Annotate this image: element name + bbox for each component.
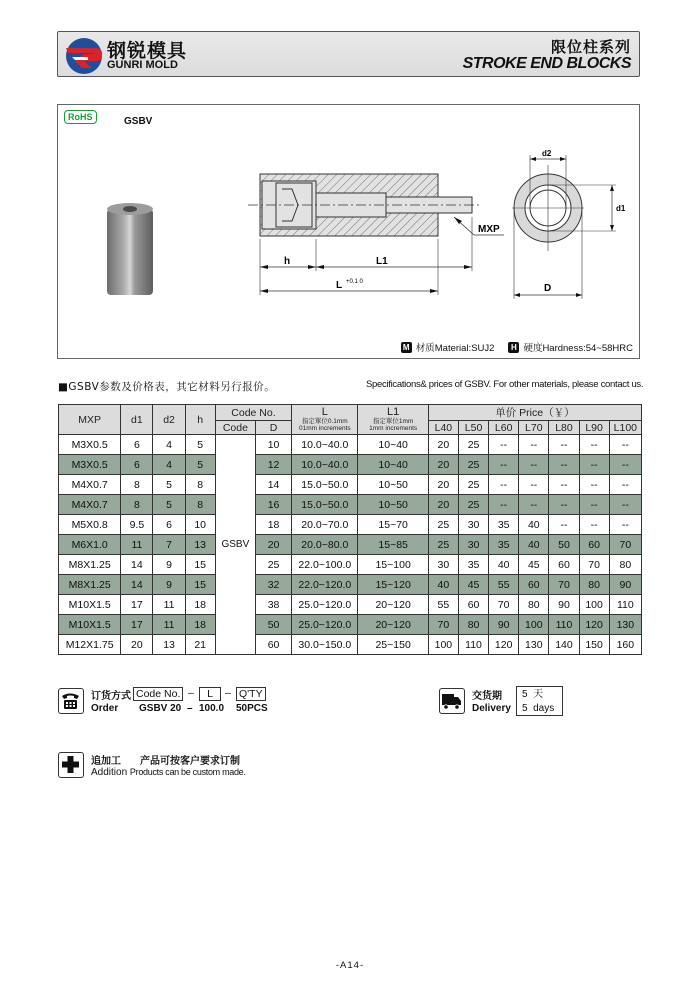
col-header-L40: L40 bbox=[428, 421, 458, 435]
col-header-L bbox=[292, 405, 358, 435]
col-header-code: Code bbox=[215, 421, 255, 435]
cell-d1: 17 bbox=[121, 595, 153, 615]
cell-price-L50: 110 bbox=[458, 635, 488, 655]
cell-price-L100: 110 bbox=[609, 595, 641, 615]
delivery-line-cn: 5 天 bbox=[522, 689, 544, 700]
gunri-logo-icon bbox=[62, 35, 108, 75]
L1-note-cn: 指定單位1mm bbox=[372, 418, 414, 425]
cell-L: 30.0~150.0 bbox=[292, 635, 358, 655]
cell-price-L100: 160 bbox=[609, 635, 641, 655]
delivery-label-cn: 交货期 bbox=[472, 691, 502, 702]
cell-price-L60: -- bbox=[489, 435, 519, 455]
cell-price-L100: -- bbox=[609, 475, 641, 495]
cell-price-L100: 90 bbox=[609, 575, 641, 595]
col-header-h: h bbox=[185, 405, 215, 435]
page-header bbox=[57, 31, 640, 77]
series-title-en: STROKE END BLOCKS bbox=[462, 55, 631, 72]
table-row bbox=[59, 515, 642, 535]
cell-price-L60: 35 bbox=[489, 535, 519, 555]
cell-d2: 4 bbox=[153, 455, 185, 475]
cell-d1: 9.5 bbox=[121, 515, 153, 535]
cell-mxp: M10X1.5 bbox=[59, 595, 121, 615]
addition-title-cn: 追加工 bbox=[91, 756, 121, 767]
cell-mxp: M3X0.5 bbox=[59, 435, 121, 455]
dim-l-tolerance: +0.1 0 bbox=[346, 279, 363, 285]
cell-mxp: M10X1.5 bbox=[59, 615, 121, 635]
cell-price-L40: 100 bbox=[428, 635, 458, 655]
cell-L: 20.0~70.0 bbox=[292, 515, 358, 535]
section-drawing bbox=[248, 161, 508, 301]
cell-price-L50: 35 bbox=[458, 555, 488, 575]
cell-L1: 10~50 bbox=[358, 495, 428, 515]
cell-L: 22.0~100.0 bbox=[292, 555, 358, 575]
cell-D: 32 bbox=[255, 575, 291, 595]
rohs-badge: RoHS bbox=[64, 110, 97, 124]
cell-price-L50: 25 bbox=[458, 495, 488, 515]
cell-price-L90: -- bbox=[579, 515, 609, 535]
order-example-L: 100.0 bbox=[199, 703, 225, 714]
cell-price-L50: 30 bbox=[458, 515, 488, 535]
cell-h: 8 bbox=[185, 495, 215, 515]
cell-price-L70: -- bbox=[519, 495, 549, 515]
cell-price-L50: 25 bbox=[458, 435, 488, 455]
cell-h: 15 bbox=[185, 575, 215, 595]
page-number: -A14- bbox=[335, 960, 365, 971]
cell-price-L40: 25 bbox=[428, 535, 458, 555]
cell-d2: 4 bbox=[153, 435, 185, 455]
cell-L: 20.0~80.0 bbox=[292, 535, 358, 555]
L-note-en: 01mm increments bbox=[298, 425, 351, 432]
table-row bbox=[59, 595, 642, 615]
cell-d2: 11 bbox=[153, 595, 185, 615]
cell-h: 18 bbox=[185, 595, 215, 615]
cell-price-L60: 55 bbox=[489, 575, 519, 595]
cell-h: 10 bbox=[185, 515, 215, 535]
phone-icon bbox=[58, 688, 84, 714]
cell-d2: 6 bbox=[153, 515, 185, 535]
dim-h-label: h bbox=[284, 256, 291, 267]
cell-code: GSBV bbox=[215, 435, 255, 655]
table-row bbox=[59, 635, 642, 655]
cell-price-L80: -- bbox=[549, 435, 579, 455]
delivery-time-box bbox=[516, 686, 563, 716]
cell-price-L90: 70 bbox=[579, 555, 609, 575]
col-header-mxp: MXP bbox=[59, 405, 121, 435]
cell-L: 10.0~40.0 bbox=[292, 435, 358, 455]
cell-price-L80: 140 bbox=[549, 635, 579, 655]
col-header-D: D bbox=[255, 421, 291, 435]
dim-D-label: D bbox=[544, 283, 552, 294]
cell-price-L80: -- bbox=[549, 455, 579, 475]
dim-mxp-label: MXP bbox=[478, 224, 500, 235]
product-figure bbox=[57, 104, 640, 359]
order-box-code: Code No. bbox=[133, 687, 183, 701]
cell-D: 14 bbox=[255, 475, 291, 495]
cell-price-L70: 60 bbox=[519, 575, 549, 595]
cell-price-L70: 80 bbox=[519, 595, 549, 615]
cell-L1: 10~50 bbox=[358, 475, 428, 495]
col-header-L60: L60 bbox=[489, 421, 519, 435]
order-label-en: Order bbox=[91, 703, 119, 714]
addition-label-en bbox=[91, 767, 246, 778]
order-dash-2: – bbox=[225, 687, 231, 699]
cell-price-L60: 120 bbox=[489, 635, 519, 655]
cell-price-L40: 20 bbox=[428, 495, 458, 515]
cell-d1: 20 bbox=[121, 635, 153, 655]
cell-L: 25.0~120.0 bbox=[292, 595, 358, 615]
cell-L1: 15~70 bbox=[358, 515, 428, 535]
cell-price-L80: 50 bbox=[549, 535, 579, 555]
cell-price-L80: 60 bbox=[549, 555, 579, 575]
end-view-drawing bbox=[498, 145, 638, 305]
cell-d1: 6 bbox=[121, 435, 153, 455]
addition-title-en: Addition bbox=[91, 767, 128, 778]
cell-price-L100: -- bbox=[609, 495, 641, 515]
cell-price-L80: 90 bbox=[549, 595, 579, 615]
cell-D: 25 bbox=[255, 555, 291, 575]
cell-h: 8 bbox=[185, 475, 215, 495]
cell-price-L100: 130 bbox=[609, 615, 641, 635]
hardness-icon: H bbox=[508, 342, 519, 353]
cell-price-L100: -- bbox=[609, 515, 641, 535]
cell-price-L100: 80 bbox=[609, 555, 641, 575]
material-spec bbox=[401, 340, 633, 354]
cell-d2: 5 bbox=[153, 495, 185, 515]
cell-d1: 6 bbox=[121, 455, 153, 475]
cell-price-L50: 45 bbox=[458, 575, 488, 595]
cell-h: 5 bbox=[185, 455, 215, 475]
cell-L: 15.0~50.0 bbox=[292, 475, 358, 495]
cell-price-L90: -- bbox=[579, 475, 609, 495]
cell-D: 50 bbox=[255, 615, 291, 635]
cell-price-L40: 70 bbox=[428, 615, 458, 635]
cell-d2: 9 bbox=[153, 555, 185, 575]
cell-price-L90: 60 bbox=[579, 535, 609, 555]
cell-price-L80: -- bbox=[549, 475, 579, 495]
cell-price-L60: -- bbox=[489, 475, 519, 495]
cell-D: 12 bbox=[255, 455, 291, 475]
product-photo-icon bbox=[102, 201, 162, 301]
order-example-dash: – bbox=[187, 703, 193, 714]
cell-price-L90: -- bbox=[579, 435, 609, 455]
cell-price-L40: 20 bbox=[428, 435, 458, 455]
dim-d2-label: d2 bbox=[542, 149, 552, 158]
cell-L: 22.0~120.0 bbox=[292, 575, 358, 595]
col-header-L1 bbox=[358, 405, 428, 435]
cell-price-L90: 100 bbox=[579, 595, 609, 615]
col-header-L100: L100 bbox=[609, 421, 641, 435]
cell-price-L70: 40 bbox=[519, 535, 549, 555]
col-header-L90: L90 bbox=[579, 421, 609, 435]
cell-price-L70: 45 bbox=[519, 555, 549, 575]
spec-price-table bbox=[58, 404, 642, 655]
order-label-cn: 订货方式 bbox=[91, 691, 131, 702]
cell-price-L40: 55 bbox=[428, 595, 458, 615]
cell-d2: 13 bbox=[153, 635, 185, 655]
dim-l1-label: L1 bbox=[376, 256, 388, 267]
delivery-line-en: 5 days bbox=[522, 703, 555, 714]
cell-price-L50: 30 bbox=[458, 535, 488, 555]
cell-price-L60: 90 bbox=[489, 615, 519, 635]
table-row bbox=[59, 475, 642, 495]
cell-L: 25.0~120.0 bbox=[292, 615, 358, 635]
truck-icon bbox=[439, 688, 465, 714]
col-header-code-no: Code No. bbox=[215, 405, 291, 421]
addition-note-en: Products can be custom made. bbox=[129, 767, 246, 777]
table-caption-en: Specifications& prices of GSBV. For other materials, please contact us. bbox=[366, 379, 644, 390]
cell-price-L90: -- bbox=[579, 455, 609, 475]
cell-D: 38 bbox=[255, 595, 291, 615]
addition-note-cn: 产品可按客户要求订制 bbox=[139, 756, 240, 767]
cell-price-L40: 40 bbox=[428, 575, 458, 595]
L1-note-en: 1mm increments bbox=[369, 425, 418, 432]
cell-price-L60: -- bbox=[489, 495, 519, 515]
cell-d1: 14 bbox=[121, 555, 153, 575]
cell-D: 60 bbox=[255, 635, 291, 655]
cell-D: 16 bbox=[255, 495, 291, 515]
series-title-cn: 限位柱系列 bbox=[550, 38, 631, 56]
table-row bbox=[59, 615, 642, 635]
plus-icon bbox=[58, 752, 84, 778]
cell-price-L60: 70 bbox=[489, 595, 519, 615]
cell-price-L100: -- bbox=[609, 435, 641, 455]
cell-L1: 10~40 bbox=[358, 435, 428, 455]
cell-price-L60: 35 bbox=[489, 515, 519, 535]
cell-d2: 11 bbox=[153, 615, 185, 635]
brand-name-cn: 钢锐模具 bbox=[107, 40, 188, 62]
table-row bbox=[59, 435, 642, 455]
cell-mxp: M5X0.8 bbox=[59, 515, 121, 535]
cell-price-L40: 30 bbox=[428, 555, 458, 575]
cell-L1: 20~120 bbox=[358, 595, 428, 615]
cell-d2: 5 bbox=[153, 475, 185, 495]
cell-price-L80: 110 bbox=[549, 615, 579, 635]
cell-price-L70: -- bbox=[519, 475, 549, 495]
table-row bbox=[59, 535, 642, 555]
cell-price-L60: -- bbox=[489, 455, 519, 475]
cell-d1: 8 bbox=[121, 475, 153, 495]
cell-price-L70: -- bbox=[519, 455, 549, 475]
cell-price-L40: 20 bbox=[428, 455, 458, 475]
cell-price-L40: 25 bbox=[428, 515, 458, 535]
material-icon: M bbox=[401, 342, 412, 353]
cell-L1: 25~150 bbox=[358, 635, 428, 655]
cell-D: 20 bbox=[255, 535, 291, 555]
cell-price-L70: 130 bbox=[519, 635, 549, 655]
cell-mxp: M4X0.7 bbox=[59, 475, 121, 495]
addition-label-cn bbox=[91, 752, 240, 767]
cell-price-L100: 70 bbox=[609, 535, 641, 555]
cell-d1: 8 bbox=[121, 495, 153, 515]
delivery-label-en: Delivery bbox=[472, 703, 511, 714]
cell-mxp: M4X0.7 bbox=[59, 495, 121, 515]
cell-L: 15.0~50.0 bbox=[292, 495, 358, 515]
dim-d1-label: d1 bbox=[616, 204, 626, 213]
cell-price-L90: -- bbox=[579, 495, 609, 515]
cell-price-L90: 150 bbox=[579, 635, 609, 655]
cell-d1: 11 bbox=[121, 535, 153, 555]
order-example-qty: 50PCS bbox=[236, 703, 268, 714]
cell-mxp: M12X1.75 bbox=[59, 635, 121, 655]
col-header-L50: L50 bbox=[458, 421, 488, 435]
cell-price-L50: 80 bbox=[458, 615, 488, 635]
cell-h: 18 bbox=[185, 615, 215, 635]
cell-price-L40: 20 bbox=[428, 475, 458, 495]
col-header-d1: d1 bbox=[121, 405, 153, 435]
cell-L1: 15~100 bbox=[358, 555, 428, 575]
brand-name-en: GUNRI MOLD bbox=[107, 59, 178, 71]
order-dash-1: – bbox=[188, 687, 194, 699]
cell-mxp: M6X1.0 bbox=[59, 535, 121, 555]
cell-price-L80: -- bbox=[549, 515, 579, 535]
material-text: 材质Material:SUJ2 bbox=[415, 343, 495, 354]
cell-price-L90: 80 bbox=[579, 575, 609, 595]
cell-L1: 15~120 bbox=[358, 575, 428, 595]
col-header-L80: L80 bbox=[549, 421, 579, 435]
cell-h: 21 bbox=[185, 635, 215, 655]
order-example-code: GSBV 20 bbox=[139, 703, 182, 714]
cell-mxp: M8X1.25 bbox=[59, 575, 121, 595]
order-box-L: L bbox=[199, 687, 221, 701]
cell-price-L50: 60 bbox=[458, 595, 488, 615]
cell-price-L90: 120 bbox=[579, 615, 609, 635]
cell-d2: 9 bbox=[153, 575, 185, 595]
cell-L1: 10~40 bbox=[358, 455, 428, 475]
model-label: GSBV bbox=[124, 116, 153, 127]
cell-price-L70: -- bbox=[519, 435, 549, 455]
col-header-d2: d2 bbox=[153, 405, 185, 435]
col-header-price: 单价 Price（￥） bbox=[428, 405, 641, 421]
cell-d1: 17 bbox=[121, 615, 153, 635]
table-row bbox=[59, 555, 642, 575]
cell-price-L80: 70 bbox=[549, 575, 579, 595]
table-row bbox=[59, 495, 642, 515]
cell-price-L70: 40 bbox=[519, 515, 549, 535]
table-row bbox=[59, 575, 642, 595]
L-label: L bbox=[321, 406, 328, 418]
cell-h: 15 bbox=[185, 555, 215, 575]
dim-l-label: L bbox=[336, 280, 343, 291]
cell-price-L80: -- bbox=[549, 495, 579, 515]
cell-L: 10.0~40.0 bbox=[292, 455, 358, 475]
cell-d2: 7 bbox=[153, 535, 185, 555]
cell-mxp: M3X0.5 bbox=[59, 455, 121, 475]
cell-L1: 15~85 bbox=[358, 535, 428, 555]
cell-price-L70: 100 bbox=[519, 615, 549, 635]
hardness-text: 硬度Hardness:54~58HRC bbox=[523, 343, 633, 354]
cell-price-L100: -- bbox=[609, 455, 641, 475]
cell-price-L60: 40 bbox=[489, 555, 519, 575]
cell-price-L50: 25 bbox=[458, 455, 488, 475]
table-caption-cn: ■GSBV参数及价格表，其它材料另行报价。 bbox=[58, 381, 276, 393]
cell-mxp: M8X1.25 bbox=[59, 555, 121, 575]
cell-D: 18 bbox=[255, 515, 291, 535]
cell-d1: 14 bbox=[121, 575, 153, 595]
table-row bbox=[59, 455, 642, 475]
L-note-cn: 指定單位0.1mm bbox=[301, 418, 348, 425]
cell-h: 5 bbox=[185, 435, 215, 455]
cell-D: 10 bbox=[255, 435, 291, 455]
cell-h: 13 bbox=[185, 535, 215, 555]
cell-L1: 20~120 bbox=[358, 615, 428, 635]
cell-price-L50: 25 bbox=[458, 475, 488, 495]
col-header-L70: L70 bbox=[519, 421, 549, 435]
L1-label: L1 bbox=[387, 406, 400, 418]
order-box-qty: Q'TY bbox=[236, 687, 266, 701]
